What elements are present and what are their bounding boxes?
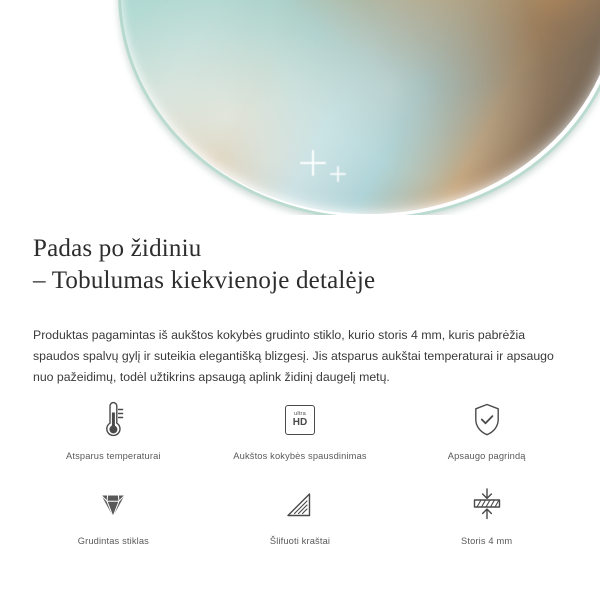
polished-edges-icon — [282, 483, 318, 527]
page-title — [33, 233, 573, 297]
feature-item — [20, 483, 207, 546]
shield-check-icon — [470, 398, 504, 442]
feature-item — [207, 398, 394, 461]
feature-label: Storis 4 mm — [461, 536, 513, 546]
thermometer-icon — [96, 398, 130, 442]
ultra-hd-bottom-label: HD — [292, 417, 308, 429]
diamond-icon — [93, 483, 133, 527]
body-paragraph: Produktas pagamintas iš aukštos kokybės grudinto stiklo, kurio storis 4 mm, kuris pabrėžia spaudos spalvų gylį ir suteikia elegantišką blizgesį. Jis atsparus aukštai temperaturai ir apsaugo nuo pažeidimų, todėl užtikrins apsaugą aplink židinį daugelį metų. — [33, 328, 554, 385]
feature-label: Atsparus temperaturai — [66, 451, 161, 461]
ultra-hd-icon — [285, 398, 315, 442]
feature-grid — [20, 398, 580, 546]
feature-item — [207, 483, 394, 546]
glass-disc-image — [118, 0, 600, 214]
feature-item — [393, 398, 580, 461]
feature-label: Grudintas stiklas — [77, 536, 149, 546]
headline-line-2: – Tobulumas kiekvienoje detalėje — [33, 267, 376, 294]
feature-label: Šlifuoti kraštai — [269, 536, 331, 546]
hero-image — [0, 0, 600, 215]
feature-label: Aukštos kokybės spausdinimas — [233, 451, 367, 461]
thickness-icon — [468, 483, 506, 527]
feature-item — [393, 483, 580, 546]
feature-item — [20, 398, 207, 461]
ultra-hd-top-label: ultra — [294, 410, 306, 417]
headline-line-1: Padas po židiniu — [33, 235, 202, 262]
feature-label: Apsaugo pagrindą — [447, 451, 526, 461]
